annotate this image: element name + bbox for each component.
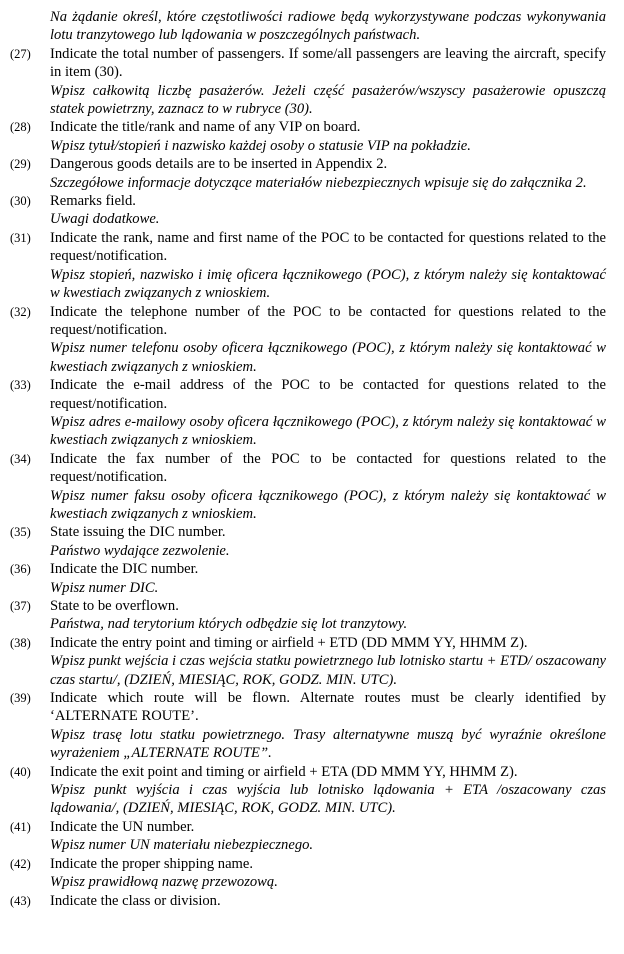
item-body	[50, 818, 606, 855]
polish-translation: Wpisz całkowitą liczbę pasażerów. Jeżeli część pasażerów/wszyscy pasażerowie opuszczą statek powietrzny, zaznacz to w rubryce (30).	[50, 82, 606, 118]
list-item	[10, 689, 606, 763]
polish-translation: Uwagi dodatkowe.	[50, 211, 160, 228]
english-instruction: Remarks field.	[50, 193, 136, 210]
polish-translation: Wpisz tytuł/stopień i nazwisko każdej osoby o statusie VIP na pokładzie.	[50, 137, 471, 154]
list-item	[10, 855, 606, 892]
polish-translation: Szczegółowe informacje dotyczące materiałów niebezpiecznych wpisuje się do załącznika 2.	[50, 174, 587, 191]
instruction-list	[10, 45, 606, 910]
item-number: (37)	[10, 599, 31, 613]
polish-translation: Wpisz trasę lotu statku powietrznego. Trasy alternatywne muszą być wyraźnie określone wyrażeniem „ALTERNATE ROUTE”.	[50, 726, 606, 762]
item-number: (27)	[10, 46, 31, 61]
english-instruction: Indicate the rank, name and first name of the POC to be contacted for questions related to the request/notification.	[50, 229, 606, 265]
list-item	[10, 523, 606, 560]
polish-translation: Państwo wydające zezwolenie.	[50, 542, 230, 559]
item-number: (35)	[10, 525, 31, 540]
item-body	[50, 560, 606, 597]
item-number: (29)	[10, 157, 31, 172]
list-item	[10, 763, 606, 818]
english-instruction: Indicate the title/rank and name of any VIP on board.	[50, 119, 361, 136]
item-number: (28)	[10, 120, 31, 135]
polish-translation: Wpisz numer faksu osoby oficera łącznikowego (POC), z którym należy się kontaktować w kwestiach związanych z wnioskiem.	[50, 487, 606, 522]
english-instruction: Indicate the UN number.	[50, 818, 195, 835]
list-item	[10, 376, 606, 450]
polish-translation: Wpisz punkt wejścia i czas wejścia statku powietrznego lub lotnisko startu + ETD/ oszacowany czas startu/, (DZIEŃ, MIESIĄC, ROK, GODZ. MIN. UTC).	[50, 653, 606, 688]
english-instruction: Indicate which route will be flown. Alternate routes must be clearly identified by ‘ALTERNATE ROUTE’.	[50, 690, 606, 725]
item-number: (36)	[10, 562, 31, 577]
list-item	[10, 45, 606, 119]
item-number: (43)	[10, 893, 31, 908]
list-item	[10, 450, 606, 524]
english-instruction: Indicate the exit point and timing or airfield + ETA (DD MMM YY, HHMM Z).	[50, 763, 518, 780]
english-instruction: Indicate the entry point and timing or airfield + ETD (DD MMM YY, HHMM Z).	[50, 634, 528, 651]
list-item	[10, 560, 606, 597]
item-body	[50, 892, 606, 910]
english-instruction: Dangerous goods details are to be inserted in Appendix 2.	[50, 156, 388, 173]
polish-translation: Wpisz numer UN materiału niebezpiecznego.	[50, 837, 314, 854]
list-item	[10, 155, 606, 192]
list-item	[10, 597, 606, 634]
item-number: (41)	[10, 819, 31, 834]
item-body	[50, 376, 606, 450]
english-instruction: State to be overflown.	[50, 598, 179, 614]
list-item	[10, 192, 606, 229]
polish-translation: Wpisz numer telefonu osoby oficera łącznikowego (POC), z którym należy się kontaktować w kwestiach związanych z wnioskiem.	[50, 340, 606, 375]
polish-translation: Wpisz prawidłową nazwę przewozową.	[50, 874, 278, 891]
item-number: (39)	[10, 691, 31, 706]
english-instruction: Indicate the class or division.	[50, 892, 221, 909]
item-body	[50, 450, 606, 524]
item-body	[50, 523, 606, 560]
item-number: (38)	[10, 635, 31, 650]
english-instruction: State issuing the DIC number.	[50, 524, 226, 541]
item-number: (30)	[10, 194, 31, 209]
english-instruction: Indicate the e-mail address of the POC to be contacted for questions related to the request/notification.	[50, 377, 606, 412]
item-number: (33)	[10, 378, 31, 393]
polish-translation: Wpisz adres e-mailowy osoby oficera łącznikowego (POC), z którym należy się kontaktować w kwestiach związanych z wnioskiem.	[50, 413, 606, 449]
item-body	[50, 45, 606, 119]
polish-translation: Państwa, nad terytorium których odbędzie się lot tranzytowy.	[50, 616, 408, 633]
item-body	[50, 634, 606, 689]
english-instruction: Indicate the telephone number of the POC to be contacted for questions related to the request/notification.	[50, 303, 606, 338]
item-number: (42)	[10, 856, 31, 871]
polish-translation: Wpisz stopień, nazwisko i imię oficera łącznikowego (POC), z którym należy się kontaktować w kwestiach związanych z wnioskiem.	[50, 266, 606, 302]
polish-translation: Wpisz numer DIC.	[50, 579, 159, 596]
item-number: (34)	[10, 451, 31, 466]
item-body	[50, 118, 606, 155]
list-item	[10, 229, 606, 303]
list-item	[10, 118, 606, 155]
item-number: (32)	[10, 304, 31, 319]
item-body	[50, 763, 606, 818]
list-item	[10, 892, 606, 910]
item-body	[50, 303, 606, 377]
list-item	[10, 634, 606, 689]
item-body	[50, 855, 606, 892]
item-number: (31)	[10, 230, 31, 245]
polish-translation: Wpisz punkt wyjścia i czas wyjścia lub lotnisko lądowania + ETA /oszacowany czas lądowania/, (DZIEŃ, MIESIĄC, ROK, GODZ. MIN. UTC).	[50, 782, 606, 817]
item-body	[50, 229, 606, 303]
list-item	[10, 303, 606, 377]
item-body	[50, 192, 606, 229]
english-instruction: Indicate the DIC number.	[50, 561, 199, 578]
list-item	[10, 818, 606, 855]
item-number: (40)	[10, 764, 31, 779]
english-instruction: Indicate the fax number of the POC to be contacted for questions related to the request/notification.	[50, 450, 606, 486]
intro-paragraph: Na żądanie określ, które częstotliwości radiowe będą wykorzystywane podczas wykonywania lotu tranzytowego lub lądowania w poszczególnych państwach.	[50, 9, 606, 44]
english-instruction: Indicate the proper shipping name.	[50, 855, 254, 872]
item-body	[50, 689, 606, 763]
item-body	[50, 155, 606, 192]
item-body	[50, 597, 606, 634]
english-instruction: Indicate the total number of passengers. If some/all passengers are leaving the aircraft, specify in item (30).	[50, 45, 606, 81]
